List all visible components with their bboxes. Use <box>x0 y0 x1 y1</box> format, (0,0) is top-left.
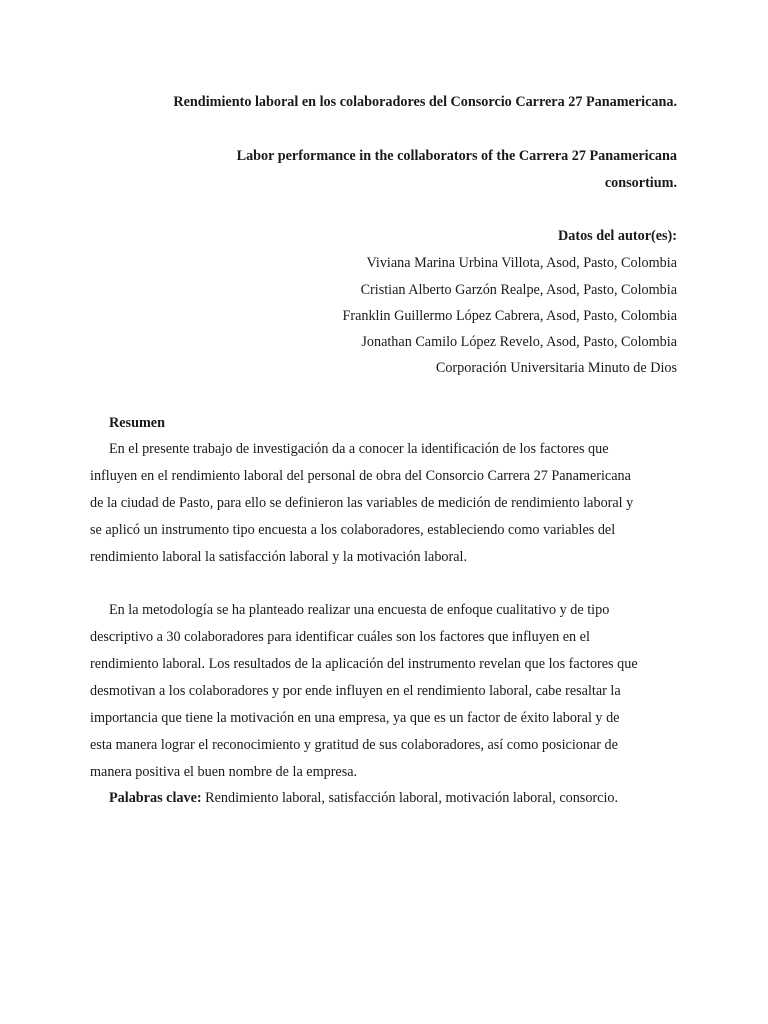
abstract-p2-line: En la metodología se ha planteado realizar una encuesta de enfoque cualitativo y de tipo <box>109 602 610 618</box>
title-english-line-2: consortium. <box>604 175 677 191</box>
abstract-p2-line: importancia que tiene la motivación en una empresa, ya que es un factor de éxito laboral y de <box>90 710 620 726</box>
abstract-p2-line: desmotivan a los colaboradores y por ende influyen en el rendimiento laboral, cabe resaltar la <box>90 683 621 699</box>
abstract-p2-line: esta manera lograr el reconocimiento y gratitud de sus colaboradores, así como posicionar de <box>90 737 618 753</box>
abstract-p2-line: manera positiva el buen nombre de la empresa. <box>90 764 358 780</box>
author-1: Viviana Marina Urbina Villota, Asod, Pasto, Colombia <box>366 255 677 271</box>
abstract-p2-line: rendimiento laboral. Los resultados de la aplicación del instrumento revelan que los factores que <box>90 656 638 672</box>
author-3: Franklin Guillermo López Cabrera, Asod, Pasto, Colombia <box>342 308 677 324</box>
abstract-p1-line: de la ciudad de Pasto, para ello se definieron las variables de medición de rendimiento laboral y <box>90 495 634 511</box>
abstract-heading: Resumen <box>109 415 165 431</box>
abstract-p1-line: En el presente trabajo de investigación da a conocer la identificación de los factores que <box>109 441 609 457</box>
keywords-label: Palabras clave: <box>109 790 202 806</box>
authors-heading: Datos del autor(es): <box>558 228 677 244</box>
abstract-p1-line: rendimiento laboral la satisfacción laboral y la motivación laboral. <box>90 549 468 565</box>
abstract-p1-line: se aplicó un instrumento tipo encuesta a los colaboradores, estableciendo como variables del <box>90 522 616 538</box>
author-4: Jonathan Camilo López Revelo, Asod, Pasto, Colombia <box>361 334 677 350</box>
author-2: Cristian Alberto Garzón Realpe, Asod, Pasto, Colombia <box>360 282 677 298</box>
abstract-p1-line: influyen en el rendimiento laboral del personal de obra del Consorcio Carrera 27 Panamericana <box>90 468 631 484</box>
abstract-p2-line: descriptivo a 30 colaboradores para identificar cuáles son los factores que influyen en el <box>90 629 590 645</box>
keywords-text: Rendimiento laboral, satisfacción laboral, motivación laboral, consorcio. <box>205 790 619 806</box>
title-english-line-1: Labor performance in the collaborators of the Carrera 27 Panamericana <box>236 148 677 164</box>
title-spanish: Rendimiento laboral en los colaboradores del Consorcio Carrera 27 Panamericana. <box>173 94 677 110</box>
institution: Corporación Universitaria Minuto de Dios <box>435 360 677 376</box>
keywords-line <box>109 789 618 807</box>
